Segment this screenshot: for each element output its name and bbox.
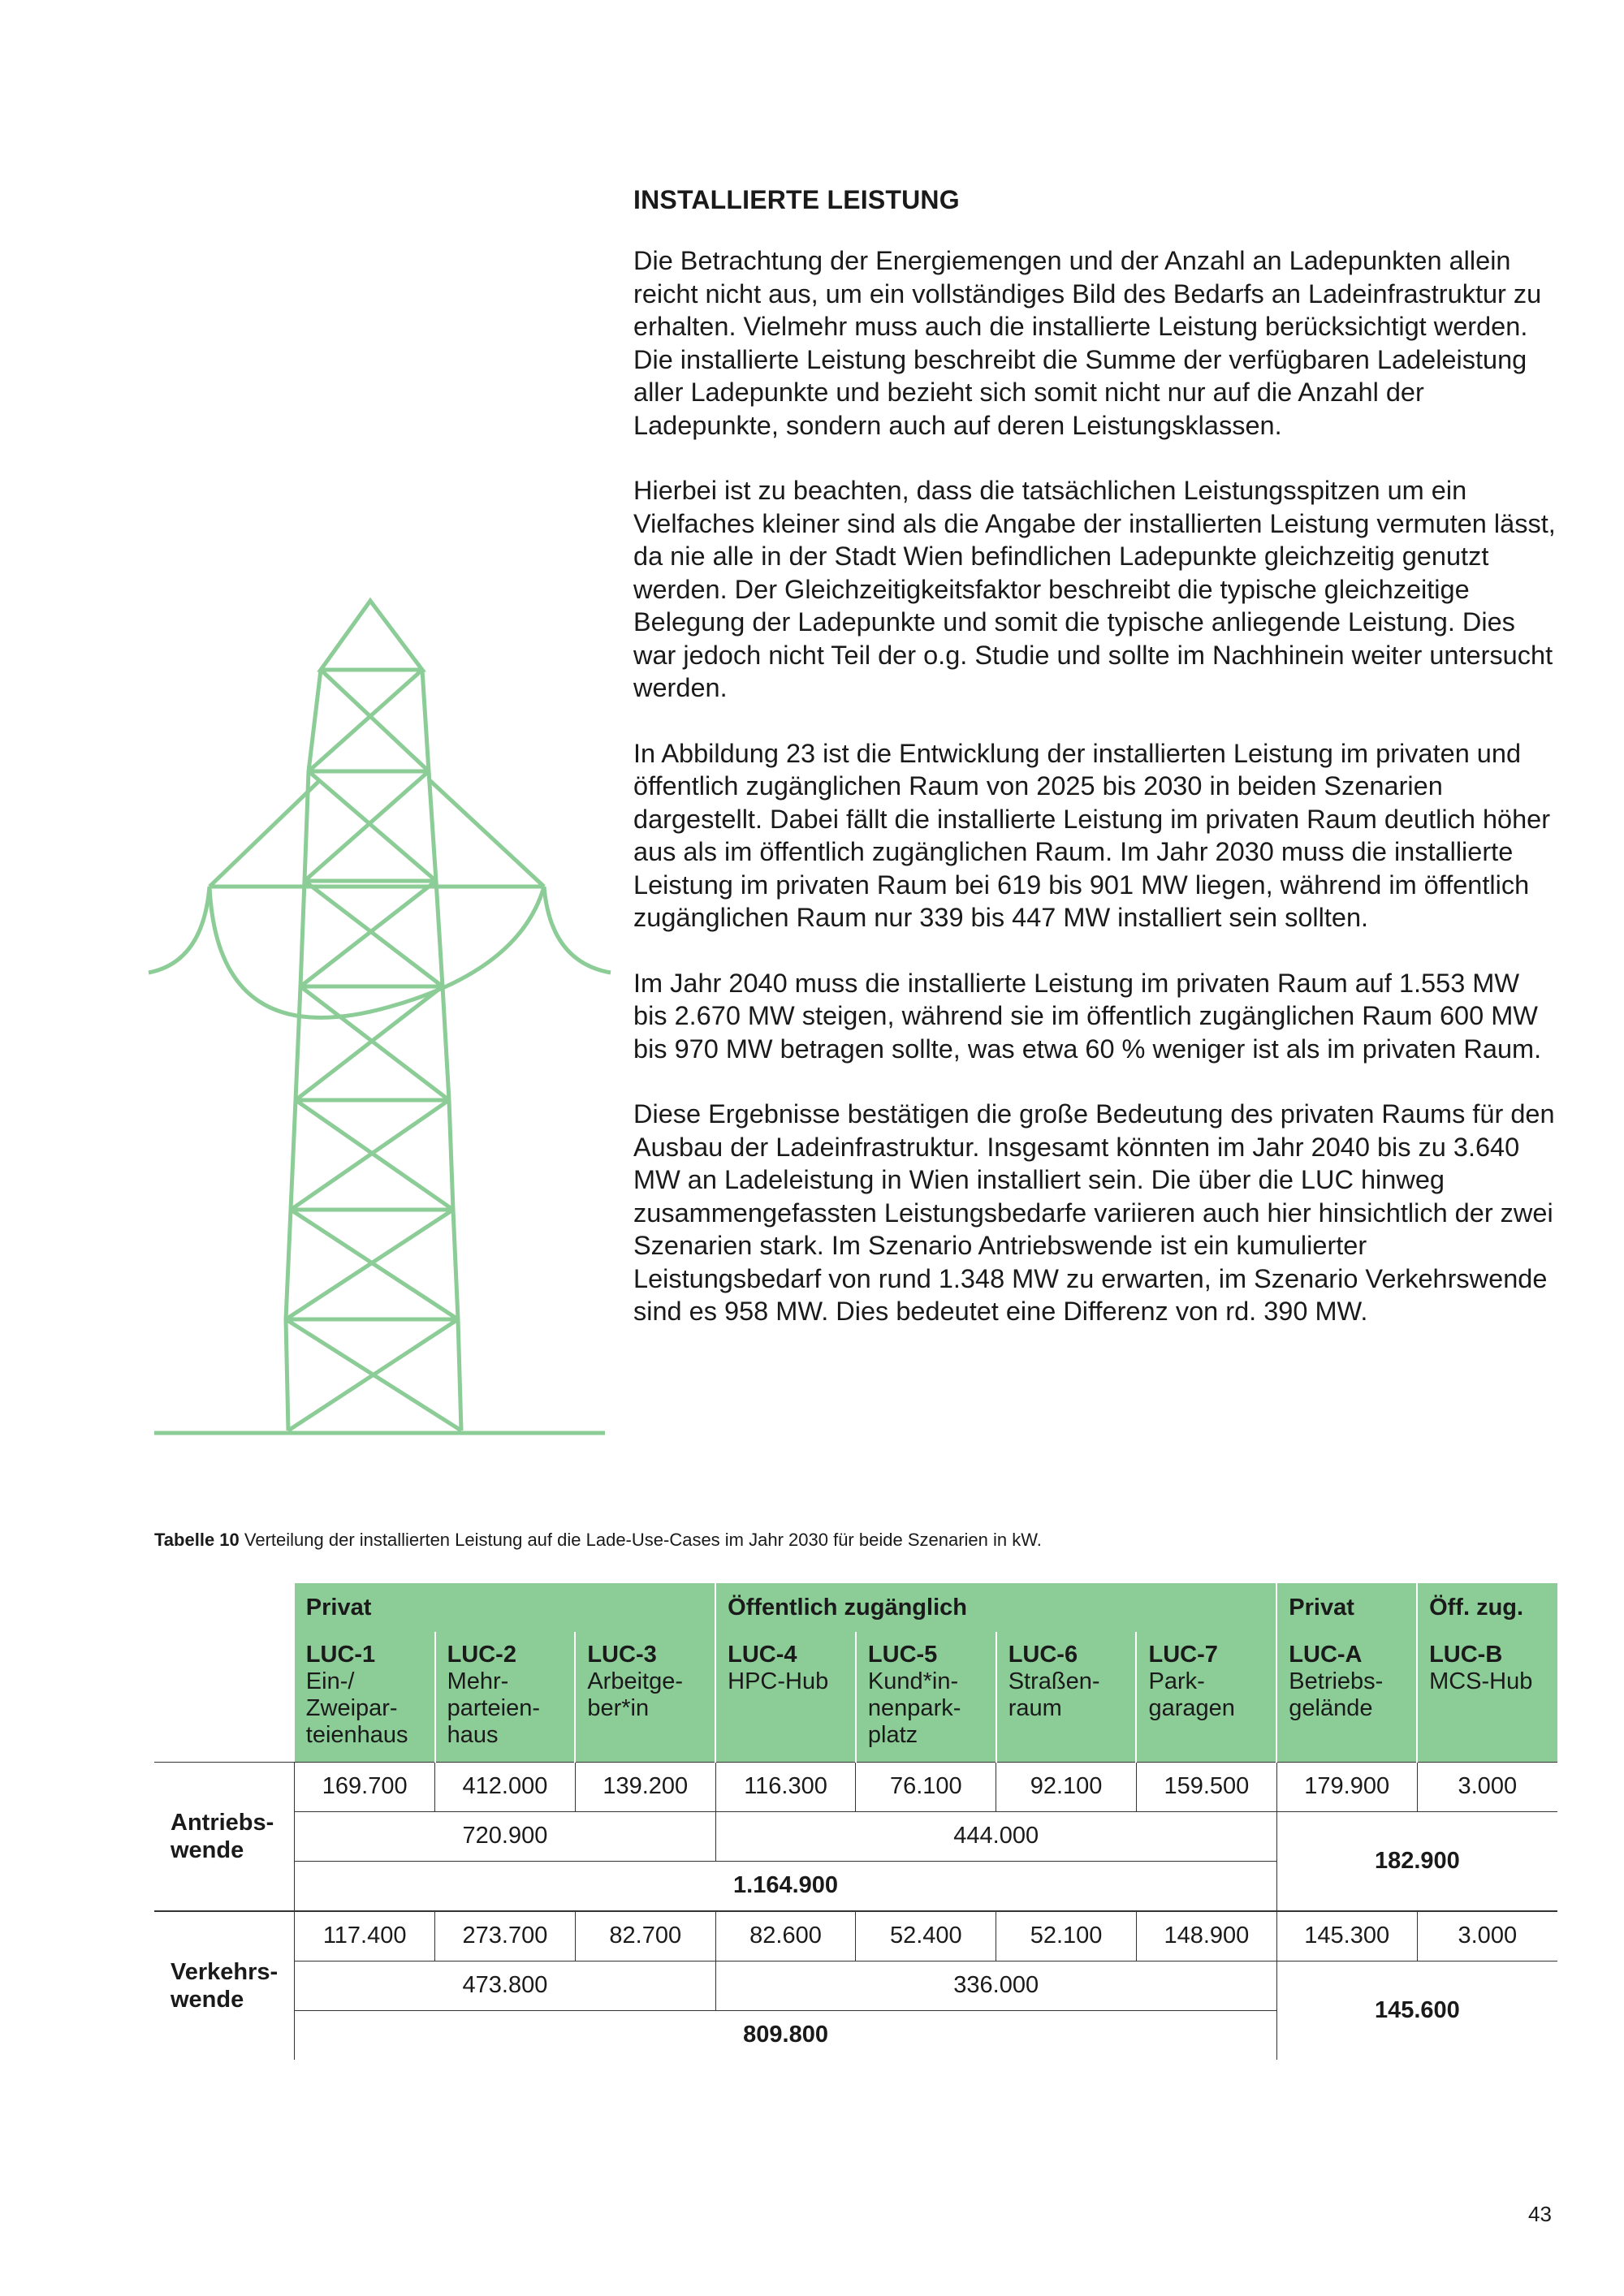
- luc-header-row: [154, 1632, 1557, 1762]
- group-header-row: [154, 1583, 1557, 1632]
- public-sum-cell: 336.000: [715, 1961, 1276, 2010]
- paragraph-3: In Abbildung 23 ist die Entwicklung der installierten Leistung im privaten und öffentlich zugänglichen Raum von 2025 bis 2030 in beiden Szenarien dargestellt. Dabei fällt die installierte Leistung im privaten Raum deutlich höher aus als im öffentlich zugänglichen Raum. Im Jahr 2030 muss die installierte Leistung im privaten Raum bei 619 bis 901 MW liegen, während im öffentlich zugänglichen Raum nur 339 bis 447 MW installiert sein sollten.: [633, 738, 1551, 932]
- paragraph-1: Die Betrachtung der Energiemengen und der Anzahl an Ladepunkten allein reicht nicht aus, um ein vollständiges Bild des Bedarfs an Ladeinfrastruktur zu erhalten. Vielmehr muss auch die installierte Leistung berücksichtigt werden. Die installierte Leistung beschreibt die Summe der verfügbaren Ladeleistung aller Ladepunkte und bezieht sich somit nicht nur auf die Anzahl der Ladepunkte, sondern auch auf deren Leistungsklassen.: [633, 246, 1542, 440]
- col-luc-5: LUC-5 Kund*in- nenpark- platz: [856, 1632, 996, 1762]
- page-number: 43: [1528, 2202, 1552, 2226]
- value-cell: 3.000: [1417, 1911, 1557, 1962]
- scenario-label-antriebswende: Antriebs- wende: [154, 1762, 295, 1911]
- col-luc-2: LUC-2 Mehr- parteien- haus: [435, 1632, 576, 1762]
- value-cell: 148.900: [1136, 1911, 1276, 1962]
- paragraph-2: Hierbei ist zu beachten, dass die tatsächlichen Leistungsspitzen um ein Vielfaches kleiner sind als die Angabe der installierten Leistung vermuten lässt, da nie alle in der Stadt Wien befindlichen Ladepunkte gleichzeitig genutzt werden. Der Gleichzeitigkeitsfaktor beschreibt die typische gleichzeitige Belegung der Ladepunkte und somit die typische anliegende Leistung. Dies war jedoch nicht Teil der o.g. Studie und sollte im Nachhinein weiter untersucht werden.: [633, 476, 1556, 702]
- power-pylon-illustration: [146, 597, 617, 1437]
- value-cell: 145.300: [1276, 1911, 1417, 1962]
- paragraph-4: Im Jahr 2040 muss die installierte Leistung im privaten Raum auf 1.553 MW bis 2.670 MW steigen, während sie im öffentlich zugänglichen Raum 600 MW bis 970 MW betragen sollte, was etwa 60 % weniger ist als im privaten Raum.: [633, 968, 1542, 1064]
- paragraph-5: Diese Ergebnisse bestätigen die große Bedeutung des privaten Raums für den Ausbau der Ladeinfrastruktur. Insgesamt könnten im Jahr 2040 bis zu 3.640 MW an Ladeleistung in Wien installiert sein. Die über die LUC hinweg zusammengefassten Leistungsbedarfe variieren auch hier hinsichtlich der zwei Szenarien stark. Im Szenario Antriebswende ist ein kumulierter Leistungsbedarf von rund 1.348 MW zu erwarten, im Szenario Verkehrswende sind es 958 MW. Dies bedeutet eine Differenz von rd. 390 MW.: [633, 1099, 1555, 1326]
- col-luc-7: LUC-7 Park- garagen: [1136, 1632, 1276, 1762]
- table-row: [154, 1911, 1557, 1962]
- value-cell: 76.100: [856, 1762, 996, 1811]
- col-luc-4: LUC-4 HPC-Hub: [715, 1632, 856, 1762]
- value-cell: 179.900: [1276, 1762, 1417, 1811]
- table-row: [154, 1811, 1557, 1861]
- value-cell: 52.100: [996, 1911, 1137, 1962]
- value-cell: 412.000: [435, 1762, 576, 1811]
- public-sum-cell: 444.000: [715, 1811, 1276, 1861]
- value-cell: 52.400: [856, 1911, 996, 1962]
- value-cell: 139.200: [575, 1762, 715, 1811]
- table-caption: [154, 1530, 1042, 1551]
- group-public-mcs: Öff. zug.: [1417, 1583, 1557, 1632]
- table-row: [154, 1762, 1557, 1811]
- table-row: [154, 1961, 1557, 2010]
- group-private-commercial: Privat: [1276, 1583, 1417, 1632]
- value-cell: 3.000: [1417, 1762, 1557, 1811]
- power-distribution-table: [154, 1583, 1557, 2060]
- total-cell: 1.164.900: [295, 1861, 1277, 1911]
- value-cell: 82.700: [575, 1911, 715, 1962]
- value-cell: 116.300: [715, 1762, 856, 1811]
- col-luc-3: LUC-3 Arbeitge- ber*in: [575, 1632, 715, 1762]
- pylon-insulator-right: [544, 887, 611, 973]
- col-luc-b: LUC-B MCS-Hub: [1417, 1632, 1557, 1762]
- col-luc-a: LUC-A Betriebs- gelände: [1276, 1632, 1417, 1762]
- value-cell: 159.500: [1136, 1762, 1276, 1811]
- value-cell: 92.100: [996, 1762, 1137, 1811]
- section-heading: INSTALLIERTE LEISTUNG: [633, 185, 960, 214]
- col-luc-6: LUC-6 Straßen- raum: [996, 1632, 1137, 1762]
- value-cell: 82.600: [715, 1911, 856, 1962]
- group-private: Privat: [295, 1583, 715, 1632]
- pylon-crossarm: [209, 779, 544, 887]
- caption-text: Verteilung der installierten Leistung auf die Lade-Use-Cases im Jahr 2030 für beide Szenarien in kW.: [244, 1530, 1042, 1550]
- commercial-sum-cell: 182.900: [1276, 1811, 1557, 1911]
- value-cell: 169.700: [295, 1762, 435, 1811]
- text-column: [633, 185, 1559, 1361]
- col-luc-1: LUC-1 Ein-/ Zweipar- teienhaus: [295, 1632, 435, 1762]
- pylon-insulator-left: [149, 887, 209, 973]
- pylon-cable: [209, 887, 544, 1017]
- private-sum-cell: 473.800: [295, 1961, 715, 2010]
- private-sum-cell: 720.900: [295, 1811, 715, 1861]
- total-cell: 809.800: [295, 2010, 1277, 2060]
- scenario-label-verkehrswende: Verkehrs- wende: [154, 1911, 295, 2060]
- commercial-sum-cell: 145.600: [1276, 1961, 1557, 2060]
- group-public: Öffentlich zugänglich: [715, 1583, 1276, 1632]
- caption-label: Tabelle 10: [154, 1530, 240, 1550]
- pylon-peak: [321, 601, 422, 670]
- value-cell: 117.400: [295, 1911, 435, 1962]
- value-cell: 273.700: [435, 1911, 576, 1962]
